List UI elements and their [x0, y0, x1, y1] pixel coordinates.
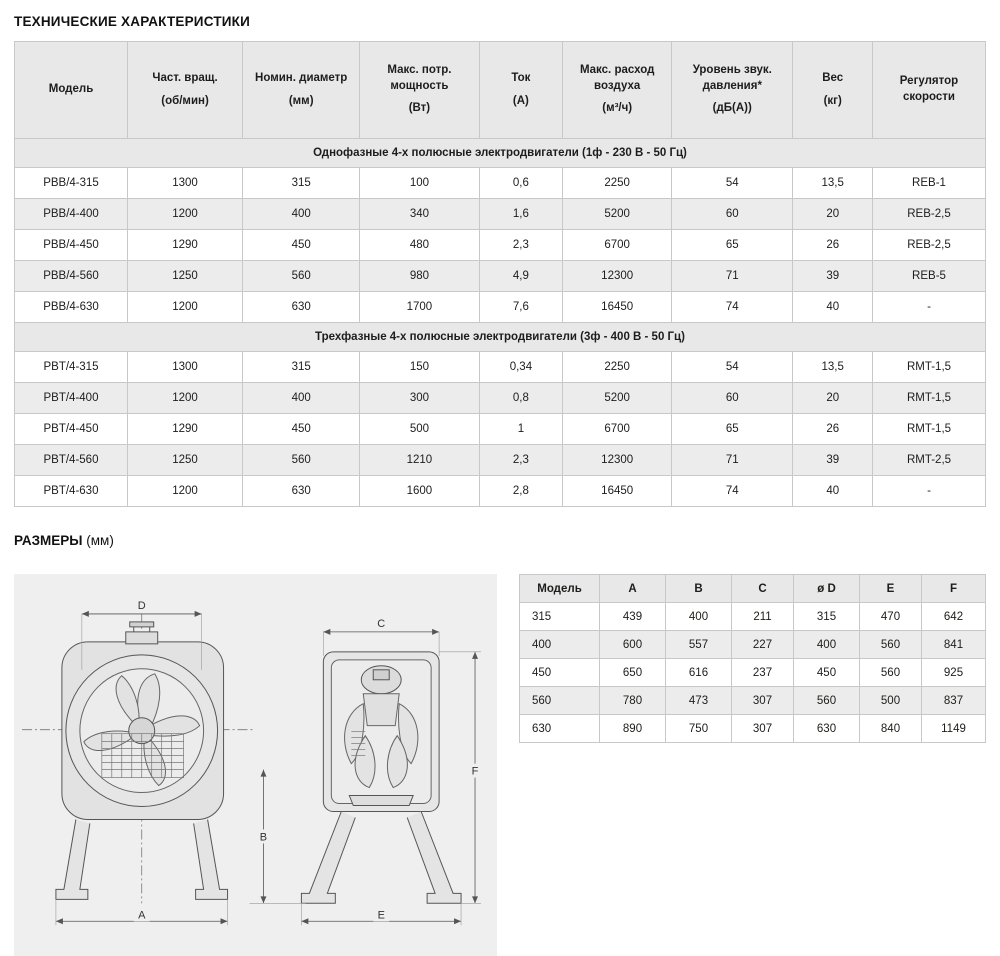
- dimensions-title-unit: (мм): [86, 533, 114, 548]
- cell-current: 0,8: [479, 383, 563, 414]
- cell-diameter: 450: [243, 230, 360, 261]
- cell-diameter: 630: [243, 476, 360, 507]
- cell-c: 211: [732, 603, 794, 631]
- cell-d: 315: [794, 603, 860, 631]
- cell-d: 450: [794, 659, 860, 687]
- cell-sound: 54: [672, 352, 793, 383]
- cell-diameter: 450: [243, 414, 360, 445]
- cell-diameter: 400: [243, 383, 360, 414]
- cell-airflow: 12300: [563, 445, 672, 476]
- cell-diameter: 400: [243, 199, 360, 230]
- cell-power: 1700: [360, 292, 479, 323]
- cell-airflow: 12300: [563, 261, 672, 292]
- cell-weight: 20: [793, 383, 873, 414]
- cell-f: 841: [922, 631, 986, 659]
- spec-group-header-three-phase: Трехфазные 4-х полюсные электродвигатели (3ф - 400 В - 50 Гц): [15, 323, 986, 352]
- spec-header-sound-pressure: Уровень звук. давления* (дБ(А)): [672, 42, 793, 139]
- cell-power: 480: [360, 230, 479, 261]
- cell-a: 780: [600, 687, 666, 715]
- cell-e: 500: [860, 687, 922, 715]
- table-row: [15, 292, 986, 323]
- cell-airflow: 5200: [563, 383, 672, 414]
- dims-header-b: B: [666, 575, 732, 603]
- cell-f: 837: [922, 687, 986, 715]
- cell-power: 500: [360, 414, 479, 445]
- cell-controller: REB-2,5: [872, 230, 985, 261]
- cell-f: 1149: [922, 715, 986, 743]
- cell-speed: 1290: [128, 230, 243, 261]
- cell-controller: REB-5: [872, 261, 985, 292]
- cell-b: 750: [666, 715, 732, 743]
- cell-speed: 1200: [128, 476, 243, 507]
- cell-power: 340: [360, 199, 479, 230]
- cell-current: 4,9: [479, 261, 563, 292]
- dim-label-c: C: [377, 617, 386, 630]
- cell-b: 473: [666, 687, 732, 715]
- cell-current: 1: [479, 414, 563, 445]
- cell-weight: 13,5: [793, 168, 873, 199]
- dim-label-d: D: [137, 599, 146, 612]
- cell-sound: 71: [672, 445, 793, 476]
- dims-header-model: Модель: [520, 575, 600, 603]
- table-row: [15, 383, 986, 414]
- cell-sound: 74: [672, 476, 793, 507]
- cell-speed: 1300: [128, 352, 243, 383]
- cell-a: 890: [600, 715, 666, 743]
- cell-e: 470: [860, 603, 922, 631]
- cell-power: 1210: [360, 445, 479, 476]
- product-drawing: [14, 574, 497, 956]
- spec-header-model: Модель: [15, 42, 128, 139]
- cell-controller: REB-1: [872, 168, 985, 199]
- dimensions-table: [519, 574, 986, 743]
- cell-b: 616: [666, 659, 732, 687]
- cell-power: 300: [360, 383, 479, 414]
- cell-weight: 26: [793, 414, 873, 445]
- cell-controller: RMT-1,5: [872, 414, 985, 445]
- spec-group-header-single-phase: Однофазные 4-х полюсные электродвигатели (1ф - 230 В - 50 Гц): [15, 139, 986, 168]
- table-row: [520, 687, 986, 715]
- cell-current: 2,3: [479, 230, 563, 261]
- cell-model: 560: [520, 687, 600, 715]
- cell-controller: RMT-1,5: [872, 352, 985, 383]
- cell-sound: 65: [672, 414, 793, 445]
- cell-speed: 1200: [128, 199, 243, 230]
- dims-header-f: F: [922, 575, 986, 603]
- spec-header-speed-controller: Регулятор скорости: [872, 42, 985, 139]
- cell-f: 642: [922, 603, 986, 631]
- cell-sound: 71: [672, 261, 793, 292]
- cell-airflow: 6700: [563, 230, 672, 261]
- cell-model: 630: [520, 715, 600, 743]
- cell-model: PBT/4-560: [15, 445, 128, 476]
- table-row: [15, 414, 986, 445]
- cell-diameter: 315: [243, 352, 360, 383]
- dimensions-title-main: РАЗМЕРЫ: [14, 533, 83, 548]
- cell-weight: 39: [793, 445, 873, 476]
- table-row: [15, 261, 986, 292]
- spec-header-speed: Част. вращ. (об/мин): [128, 42, 243, 139]
- cell-airflow: 16450: [563, 292, 672, 323]
- cell-model: PBT/4-400: [15, 383, 128, 414]
- cell-controller: -: [872, 476, 985, 507]
- table-row: [15, 168, 986, 199]
- cell-weight: 20: [793, 199, 873, 230]
- dim-label-e: E: [377, 909, 385, 922]
- cell-current: 7,6: [479, 292, 563, 323]
- cell-e: 560: [860, 659, 922, 687]
- dimensions-title: [14, 533, 986, 548]
- table-row: [15, 199, 986, 230]
- cell-power: 150: [360, 352, 479, 383]
- cell-diameter: 560: [243, 445, 360, 476]
- technical-specifications-table: [14, 41, 986, 507]
- cell-model: PBB/4-630: [15, 292, 128, 323]
- cell-model: PBT/4-450: [15, 414, 128, 445]
- dims-header-d: ø D: [794, 575, 860, 603]
- cell-diameter: 630: [243, 292, 360, 323]
- cell-b: 400: [666, 603, 732, 631]
- cell-airflow: 2250: [563, 168, 672, 199]
- drawing-svg: [14, 574, 497, 955]
- dims-header-c: C: [732, 575, 794, 603]
- cell-sound: 65: [672, 230, 793, 261]
- cell-model: PBT/4-315: [15, 352, 128, 383]
- cell-model: PBT/4-630: [15, 476, 128, 507]
- cell-power: 1600: [360, 476, 479, 507]
- cell-current: 2,8: [479, 476, 563, 507]
- cell-a: 600: [600, 631, 666, 659]
- cell-sound: 74: [672, 292, 793, 323]
- cell-weight: 40: [793, 476, 873, 507]
- table-row: [520, 603, 986, 631]
- cell-sound: 60: [672, 199, 793, 230]
- cell-d: 630: [794, 715, 860, 743]
- cell-airflow: 2250: [563, 352, 672, 383]
- cell-model: PBB/4-315: [15, 168, 128, 199]
- cell-speed: 1300: [128, 168, 243, 199]
- cell-diameter: 560: [243, 261, 360, 292]
- table-row: [15, 476, 986, 507]
- cell-controller: REB-2,5: [872, 199, 985, 230]
- cell-weight: 40: [793, 292, 873, 323]
- cell-weight: 39: [793, 261, 873, 292]
- table-row: [520, 715, 986, 743]
- cell-model: PBB/4-400: [15, 199, 128, 230]
- table-row: [15, 445, 986, 476]
- table-row: [15, 352, 986, 383]
- cell-current: 0,34: [479, 352, 563, 383]
- cell-current: 2,3: [479, 445, 563, 476]
- spec-header-diameter: Номин. диаметр (мм): [243, 42, 360, 139]
- table-row: [15, 230, 986, 261]
- cell-c: 307: [732, 715, 794, 743]
- dims-header-a: A: [600, 575, 666, 603]
- cell-c: 237: [732, 659, 794, 687]
- cell-d: 400: [794, 631, 860, 659]
- cell-speed: 1290: [128, 414, 243, 445]
- cell-controller: -: [872, 292, 985, 323]
- cell-controller: RMT-1,5: [872, 383, 985, 414]
- spec-header-power: Макс. потр. мощность (Вт): [360, 42, 479, 139]
- cell-weight: 26: [793, 230, 873, 261]
- cell-model: 400: [520, 631, 600, 659]
- cell-c: 307: [732, 687, 794, 715]
- table-row: [520, 659, 986, 687]
- cell-weight: 13,5: [793, 352, 873, 383]
- cell-a: 439: [600, 603, 666, 631]
- dim-label-f: F: [471, 765, 479, 778]
- dimensions-section: [14, 574, 986, 956]
- cell-e: 560: [860, 631, 922, 659]
- cell-d: 560: [794, 687, 860, 715]
- cell-c: 227: [732, 631, 794, 659]
- cell-speed: 1200: [128, 383, 243, 414]
- cell-f: 925: [922, 659, 986, 687]
- spec-header-current: Ток (А): [479, 42, 563, 139]
- cell-controller: RMT-2,5: [872, 445, 985, 476]
- cell-model: PBB/4-560: [15, 261, 128, 292]
- cell-model: 315: [520, 603, 600, 631]
- dim-label-a: A: [138, 909, 146, 922]
- cell-model: PBB/4-450: [15, 230, 128, 261]
- cell-b: 557: [666, 631, 732, 659]
- spec-header-weight: Вес (кг): [793, 42, 873, 139]
- spec-header-row: [15, 42, 986, 139]
- dims-header-e: E: [860, 575, 922, 603]
- cell-speed: 1250: [128, 261, 243, 292]
- cell-a: 650: [600, 659, 666, 687]
- cell-current: 0,6: [479, 168, 563, 199]
- cell-sound: 54: [672, 168, 793, 199]
- cell-current: 1,6: [479, 199, 563, 230]
- cell-e: 840: [860, 715, 922, 743]
- table-row: [520, 631, 986, 659]
- spec-header-airflow: Макс. расход воздуха (м³/ч): [563, 42, 672, 139]
- cell-speed: 1250: [128, 445, 243, 476]
- cell-airflow: 5200: [563, 199, 672, 230]
- cell-sound: 60: [672, 383, 793, 414]
- cell-speed: 1200: [128, 292, 243, 323]
- cell-power: 100: [360, 168, 479, 199]
- cell-diameter: 315: [243, 168, 360, 199]
- cell-airflow: 16450: [563, 476, 672, 507]
- cell-airflow: 6700: [563, 414, 672, 445]
- cell-model: 450: [520, 659, 600, 687]
- dims-header-row: [520, 575, 986, 603]
- dim-label-b: B: [259, 831, 268, 844]
- page-title: ТЕХНИЧЕСКИЕ ХАРАКТЕРИСТИКИ: [14, 14, 251, 29]
- cell-power: 980: [360, 261, 479, 292]
